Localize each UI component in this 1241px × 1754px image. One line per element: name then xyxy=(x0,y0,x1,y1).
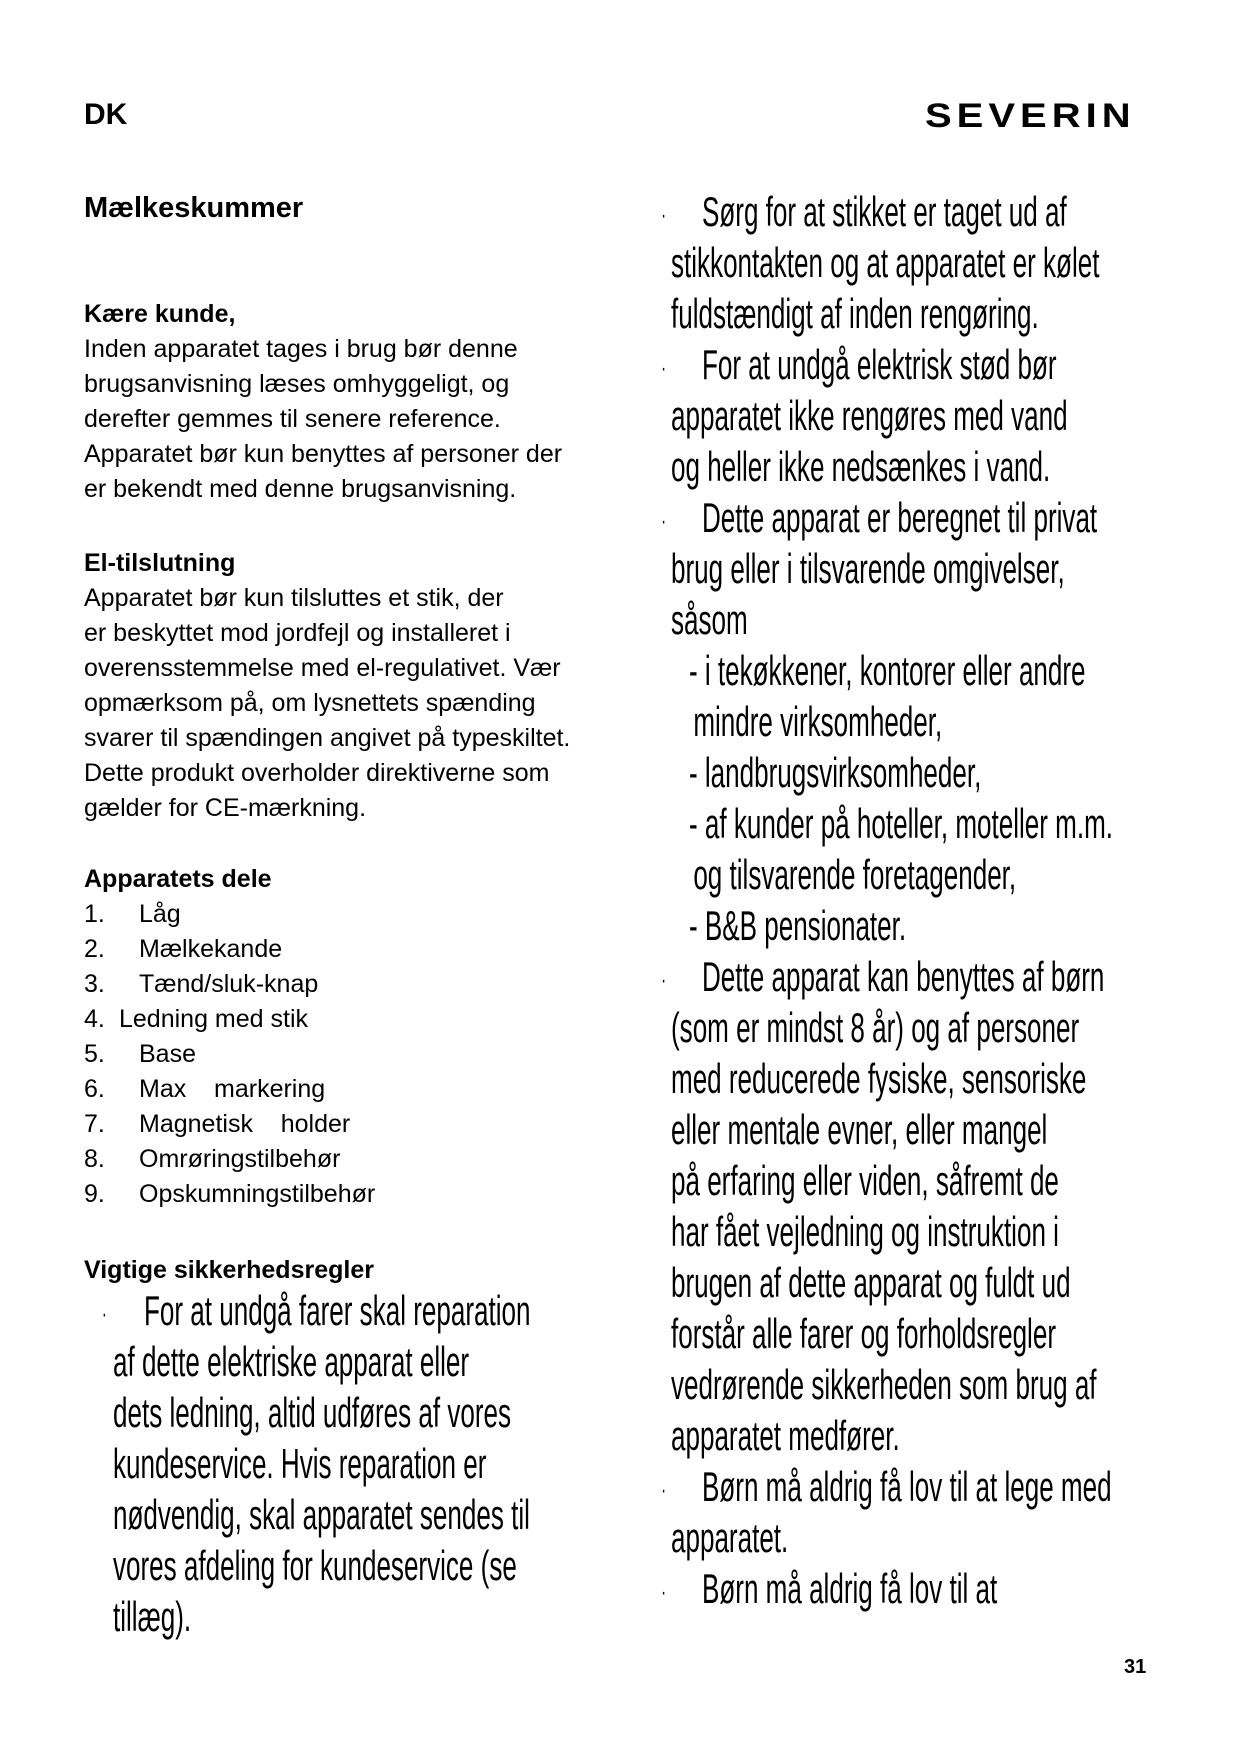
parts-list-item xyxy=(84,1002,604,1037)
language-code: DK xyxy=(84,98,128,131)
electrical-heading: El-tilslutning xyxy=(84,549,236,577)
electrical-line: opmærksom på, om lysnettets spænding xyxy=(84,689,536,717)
item-label: Magnetisk holder xyxy=(139,1110,351,1138)
item-number: 8. xyxy=(84,1145,105,1173)
rule-line: forstår alle farer og forholdsregler xyxy=(671,1310,1057,1357)
rule-sub-line: - landbrugsvirksomheder, xyxy=(688,749,982,796)
rule-line: apparatet ikke rengøres med vand xyxy=(671,392,1068,439)
electrical-line: Dette produkt overholder direktiverne som xyxy=(84,759,550,787)
page-number: 31 xyxy=(1124,1656,1147,1678)
rule-line: For at undgå farer skal reparation xyxy=(144,1287,531,1334)
rule-line: Børn må aldrig få lov til at xyxy=(702,1565,998,1612)
item-label: Omrøringstilbehør xyxy=(139,1145,341,1173)
page-title: Mælkeskummer xyxy=(84,192,304,224)
electrical-line: gælder for CE-mærkning. xyxy=(84,794,367,822)
rule-sub-line: - B&B pensionater. xyxy=(688,902,907,949)
bullet-icon: · xyxy=(661,508,667,535)
item-label: Max markering xyxy=(139,1075,326,1103)
bullet-icon: · xyxy=(101,1301,107,1328)
safety-rule-repair xyxy=(101,1285,531,1642)
item-number: 4. xyxy=(84,1005,105,1033)
rule-line: Dette apparat er beregnet til privat xyxy=(702,494,1098,541)
item-label: Mælkekande xyxy=(139,935,283,963)
rule-line: vedrørende sikkerheden som brug af xyxy=(671,1361,1097,1408)
item-number: 5. xyxy=(84,1040,105,1068)
item-number: 9. xyxy=(84,1180,105,1208)
electrical-line: er beskyttet mod jordfejl og installeret i xyxy=(84,619,511,647)
rule-line: vores afdeling for kundeservice (se xyxy=(113,1542,517,1589)
parts-list-item xyxy=(84,967,604,1002)
rule-sub-line: - af kunder på hoteller, moteller m.m. xyxy=(688,800,1114,847)
rule-sub-line: mindre virksomheder, xyxy=(693,698,943,745)
rule-line: tillæg). xyxy=(113,1593,192,1640)
parts-list-item xyxy=(84,932,604,967)
rule-line: dets ledning, altid udføres af vores xyxy=(113,1389,512,1436)
rule-line: brugen af dette apparat og fuldt ud xyxy=(671,1259,1071,1306)
item-label: Låg xyxy=(139,900,181,928)
brand-logo: SEVERIN xyxy=(925,97,1136,135)
item-number: 7. xyxy=(84,1110,105,1138)
rule-line: nødvendig, skal apparatet sendes til xyxy=(113,1491,530,1538)
item-label: Base xyxy=(139,1040,196,1068)
electrical-line: svarer til spændingen angivet på typeskiltet. xyxy=(84,724,571,752)
parts-list xyxy=(84,897,604,1212)
rule-line: eller mentale evner, eller mangel xyxy=(671,1106,1048,1153)
parts-section xyxy=(84,862,604,1212)
rule-sub-line: - i tekøkkener, kontorer eller andre xyxy=(688,647,1086,694)
electrical-section xyxy=(84,546,604,826)
bullet-icon: · xyxy=(661,1477,667,1504)
greeting-line: derefter gemmes til senere reference. xyxy=(84,405,501,433)
greeting-line: Inden apparatet tages i brug bør denne xyxy=(84,335,518,363)
item-number: 2. xyxy=(84,935,105,963)
electrical-line: overensstemmelse med el-regulativet. Vær xyxy=(84,654,561,682)
parts-list-item xyxy=(84,1072,604,1107)
greeting-heading: Kære kunde, xyxy=(84,300,236,328)
rule-line: af dette elektriske apparat eller xyxy=(113,1338,470,1385)
rule-line: kundeservice. Hvis reparation er xyxy=(113,1440,487,1487)
rule-line: (som er mindst 8 år) og af personer xyxy=(671,1004,1080,1051)
rule-line: såsom xyxy=(671,596,748,643)
item-number: 3. xyxy=(84,970,105,998)
parts-list-item xyxy=(84,1177,604,1212)
rule-line: med reducerede fysiske, sensoriske xyxy=(671,1055,1087,1102)
rule-line: brug eller i tilsvarende omgivelser, xyxy=(671,545,1065,592)
item-label: Opskumningstilbehør xyxy=(139,1180,376,1208)
bullet-icon: · xyxy=(661,355,667,382)
rule-line: og heller ikke nedsænkes i vand. xyxy=(671,443,1051,490)
greeting-line: Apparatet bør kun benyttes af personer der xyxy=(84,440,563,468)
rule-line: Sørg for at stikket er taget ud af xyxy=(702,188,1067,235)
safety-rules-right xyxy=(661,186,1114,1614)
parts-list-item xyxy=(84,1037,604,1072)
rule-line: Dette apparat kan benyttes af børn xyxy=(702,953,1105,1000)
rule-line: har fået vejledning og instruktion i xyxy=(671,1208,1059,1255)
rule-line: på erfaring eller viden, såfremt de xyxy=(671,1157,1059,1204)
rule-line: stikkontakten og at apparatet er kølet xyxy=(671,239,1100,286)
item-label: Ledning med stik xyxy=(119,1005,309,1033)
rule-line: apparatet medfører. xyxy=(671,1412,900,1459)
parts-list-item xyxy=(84,1107,604,1142)
item-number: 6. xyxy=(84,1075,105,1103)
electrical-line: Apparatet bør kun tilsluttes et stik, der xyxy=(84,584,504,612)
bullet-icon: · xyxy=(661,202,667,229)
bullet-icon: · xyxy=(661,1579,667,1606)
item-label: Tænd/sluk-knap xyxy=(139,970,319,998)
rule-line: apparatet. xyxy=(671,1514,789,1561)
greeting-line: er bekendt med denne brugsanvisning. xyxy=(84,475,517,503)
safety-heading: Vigtige sikkerhedsregler xyxy=(84,1256,374,1284)
parts-heading: Apparatets dele xyxy=(84,865,272,893)
rule-line: fuldstændigt af inden rengøring. xyxy=(671,290,1039,337)
rule-sub-line: og tilsvarende foretagender, xyxy=(693,851,1017,898)
rule-line: For at undgå elektrisk stød bør xyxy=(702,341,1057,388)
bullet-icon: · xyxy=(661,967,667,994)
parts-list-item xyxy=(84,1142,604,1177)
greeting-section xyxy=(84,297,604,507)
item-number: 1. xyxy=(84,900,105,928)
greeting-line: brugsanvisning læses omhyggeligt, og xyxy=(84,370,510,398)
rule-line: Børn må aldrig få lov til at lege med xyxy=(702,1463,1112,1510)
parts-list-item xyxy=(84,897,604,932)
